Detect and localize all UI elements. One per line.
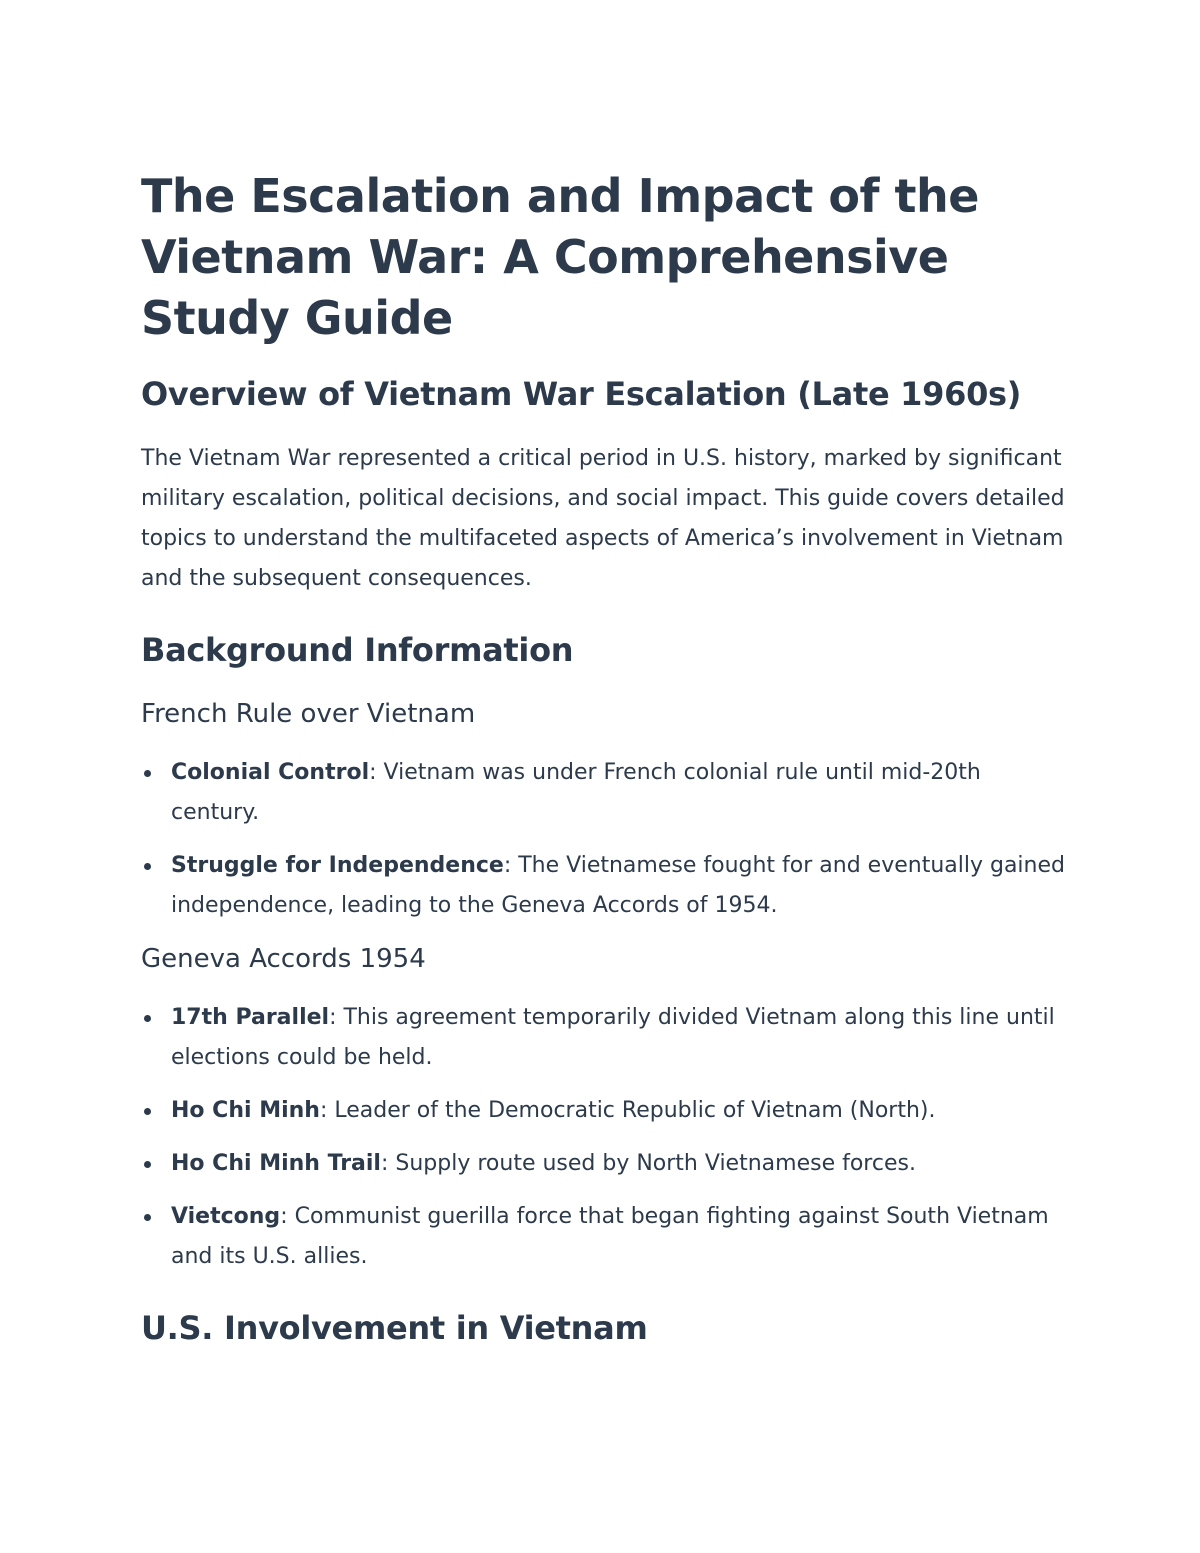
list-item bbox=[141, 1091, 1071, 1131]
background-heading: Background Information bbox=[141, 631, 574, 669]
bullet-icon bbox=[144, 863, 151, 870]
list-item-text: : Supply route used by North Vietnamese forces. bbox=[380, 1151, 916, 1176]
list-item bbox=[141, 998, 1071, 1078]
list-item bbox=[141, 753, 1071, 833]
bullet-icon bbox=[144, 1214, 151, 1221]
list-item-text: : Vietnam was under French colonial rule until mid-20th century. bbox=[171, 760, 981, 825]
us-involvement-heading: U.S. Involvement in Vietnam bbox=[141, 1309, 648, 1347]
bullet-icon bbox=[144, 1161, 151, 1168]
list-item-term: Ho Chi Minh Trail bbox=[171, 1151, 381, 1176]
list-item-term: Colonial Control bbox=[171, 760, 370, 785]
overview-heading: Overview of Vietnam War Escalation (Late 1960s) bbox=[141, 375, 1022, 413]
list-item-text: : Communist guerilla force that began fighting against South Vietnam and its U.S. allies. bbox=[171, 1204, 1049, 1269]
list-item-term: Struggle for Independence bbox=[171, 853, 504, 878]
list-item-term: Ho Chi Minh bbox=[171, 1098, 320, 1123]
document-page bbox=[141, 166, 1071, 1349]
french-rule-heading: French Rule over Vietnam bbox=[141, 699, 476, 729]
list-item-text: : This agreement temporarily divided Vietnam along this line until elections could be held. bbox=[171, 1005, 1055, 1070]
list-item bbox=[141, 1197, 1071, 1277]
bullet-icon bbox=[144, 1108, 151, 1115]
list-item-text: : The Vietnamese fought for and eventually gained independence, leading to the Geneva Accords of 1954. bbox=[171, 853, 1065, 918]
document-title: The Escalation and Impact of the Vietnam War: A Comprehensive Study Guide bbox=[141, 169, 979, 345]
list-item bbox=[141, 846, 1071, 926]
list-item-term: Vietcong bbox=[171, 1204, 281, 1229]
list-item bbox=[141, 1144, 1071, 1184]
bullet-icon bbox=[144, 1015, 151, 1022]
french-rule-list bbox=[141, 753, 1071, 926]
geneva-accords-heading: Geneva Accords 1954 bbox=[141, 944, 426, 974]
list-item-text: : Leader of the Democratic Republic of Vietnam (North). bbox=[319, 1098, 936, 1123]
bullet-icon bbox=[144, 770, 151, 777]
overview-paragraph: The Vietnam War represented a critical period in U.S. history, marked by significant military escalation, political decisions, and social impact. This guide covers detailed topics to understand the multifaceted aspects of America’s involvement in Vietnam and the subsequent consequences. bbox=[141, 446, 1065, 591]
geneva-accords-list bbox=[141, 998, 1071, 1277]
list-item-term: 17th Parallel bbox=[171, 1005, 330, 1030]
